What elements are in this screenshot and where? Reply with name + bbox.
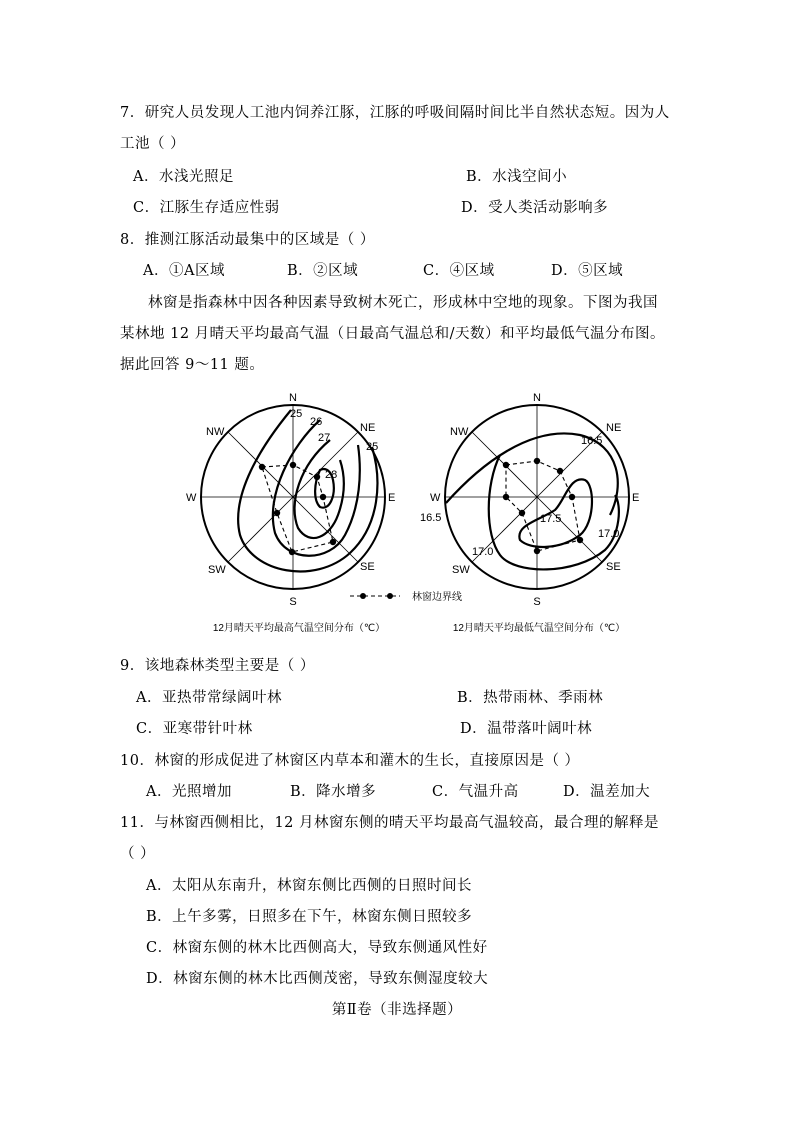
left-isotherm-25a: 25 — [290, 408, 303, 420]
q8-option-d: D．⑤区域 — [551, 263, 624, 279]
left-dir-w: W — [186, 492, 197, 504]
right-caption: 12月晴天平均最低气温空间分布（℃） — [452, 623, 626, 634]
left-dir-e: E — [388, 492, 396, 504]
left-dir-nw: NW — [206, 426, 225, 438]
q7-option-c: C．江豚生存适应性弱 — [133, 200, 280, 216]
q10-stem: 10．林窗的形成促进了林窗区内草本和灌木的生长，直接原因是（ ） — [120, 753, 580, 769]
q7-option-b: B．水浅空间小 — [466, 169, 568, 185]
left-dir-s: S — [289, 596, 297, 608]
right-dir-w: W — [430, 492, 441, 504]
left-labels — [186, 392, 395, 608]
left-isotherms — [238, 410, 377, 571]
right-dir-nw: NW — [450, 426, 469, 438]
right-dir-ne: NE — [606, 422, 622, 434]
q7-option-a: A．水浅光照足 — [133, 169, 234, 185]
q11-stem-line2: （ ） — [120, 846, 156, 862]
q8-option-b: B．②区域 — [287, 263, 359, 279]
right-isotherm-165a: 16.5 — [581, 435, 603, 447]
passage-line2: 某林地 12 月晴天平均最高气温（日最高气温总和/天数）和平均最低气温分布图。 — [120, 326, 666, 342]
q11-option-c: C．林窗东侧的林木比西侧高大，导致东侧通风性好 — [146, 940, 488, 956]
q11-stem-line1: 11．与林窗西侧相比，12 月林窗东侧的晴天平均最高气温较高，最合理的解释是 — [120, 815, 660, 831]
left-isotherm-28: 28 — [325, 469, 338, 481]
right-isotherm-175: 17.5 — [540, 513, 562, 525]
right-dir-sw: SW — [452, 564, 470, 576]
q8-stem: 8．推测江豚活动最集中的区域是（ ） — [120, 232, 375, 248]
q7-stem-line1: 7．研究人员发现人工池内饲养江豚，江豚的呼吸间隔时间比半自然状态短。因为人 — [120, 105, 670, 121]
q10-option-a: A．光照增加 — [146, 784, 232, 800]
left-isotherm-26: 26 — [310, 416, 323, 428]
section-heading: 第Ⅱ卷（非选择题） — [331, 1002, 463, 1018]
right-dir-e: E — [632, 492, 640, 504]
passage-line1: 林窗是指森林中因各种因素导致树木死亡，形成林中空地的现象。下图为我国 — [148, 295, 658, 311]
right-isotherm-165b: 16.5 — [420, 512, 442, 524]
q9-option-b: B．热带雨林、季雨林 — [457, 690, 604, 706]
left-dir-sw: SW — [208, 564, 226, 576]
left-caption: 12月晴天平均最高气温空间分布（℃） — [212, 623, 386, 634]
q10-option-b: B．降水增多 — [290, 784, 377, 800]
q11-option-a: A．太阳从东南升，林窗东侧比西侧的日照时间长 — [146, 878, 472, 894]
left-isotherm-27: 27 — [318, 432, 331, 444]
right-dir-s: S — [533, 596, 541, 608]
q9-option-d: D．温带落叶阔叶林 — [460, 721, 593, 737]
right-dir-n: N — [533, 392, 541, 404]
left-dir-ne: NE — [360, 422, 376, 434]
q7-stem-line2: 工池（ ） — [120, 136, 186, 152]
right-labels — [420, 392, 639, 608]
right-spokes — [445, 405, 629, 589]
right-dir-se: SE — [606, 561, 621, 573]
right-isotherm-170a: 17.0 — [598, 528, 620, 540]
q8-option-a: A．①A区域 — [143, 263, 225, 279]
left-dir-n: N — [289, 392, 297, 404]
legend — [350, 590, 462, 603]
passage-line3: 据此回答 9～11 题。 — [120, 357, 265, 373]
q11-option-d: D．林窗东侧的林木比西侧茂密，导致东侧湿度较大 — [146, 971, 489, 987]
q9-option-c: C．亚寒带针叶林 — [136, 721, 253, 737]
temperature-figure — [0, 385, 794, 645]
left-dir-se: SE — [360, 561, 375, 573]
q8-option-c: C．④区域 — [423, 263, 495, 279]
left-isotherm-25b: 25 — [366, 441, 379, 453]
q10-option-c: C．气温升高 — [432, 784, 519, 800]
q7-option-d: D．受人类活动影响多 — [461, 200, 609, 216]
q10-option-d: D．温差加大 — [563, 784, 651, 800]
right-isotherm-170b: 17.0 — [472, 546, 494, 558]
q9-stem: 9．该地森林类型主要是（ ） — [120, 658, 315, 674]
q11-option-b: B．上午多雾，日照多在下午，林窗东侧日照较多 — [146, 909, 473, 925]
q9-option-a: A．亚热带常绿阔叶林 — [136, 690, 282, 706]
legend-label: 林窗边界线 — [412, 592, 462, 603]
